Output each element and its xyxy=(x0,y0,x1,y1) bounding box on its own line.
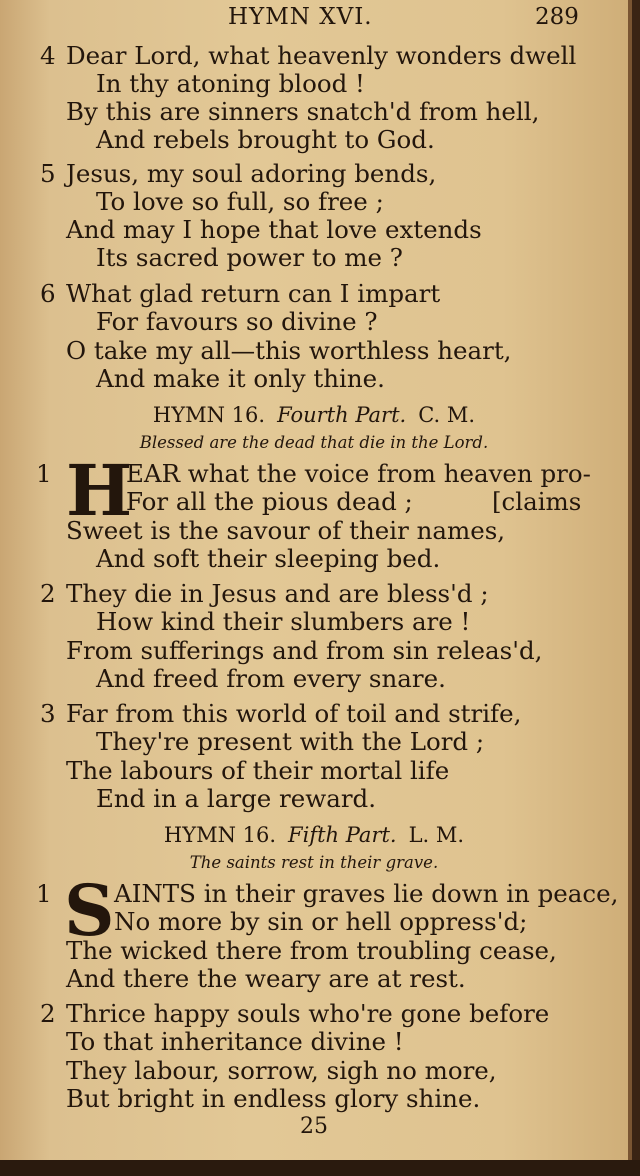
verse-line: And may I hope that love extends xyxy=(66,215,482,244)
verse-line: In thy atoning blood ! xyxy=(96,69,365,98)
verse-line: Jesus, my soul adoring bends, xyxy=(66,159,437,188)
verse-line: They die in Jesus and are bless'd ; xyxy=(66,579,489,608)
stanza-number: 2 xyxy=(40,999,56,1028)
verse-line: They labour, sorrow, sigh no more, xyxy=(66,1056,497,1085)
running-head xyxy=(0,4,628,36)
stanza-number: 6 xyxy=(40,279,56,308)
hymn-heading-part: Fifth Part. xyxy=(288,823,397,847)
hymn-heading-number: HYMN 16. xyxy=(152,403,266,427)
signature-mark: 25 xyxy=(300,1114,328,1139)
verse-line: EAR what the voice from heaven pro- xyxy=(126,459,591,488)
verse-line: And freed from every snare. xyxy=(96,664,446,693)
stanza-number: 1 xyxy=(36,459,52,488)
page-number: 289 xyxy=(535,4,579,30)
hymn-heading-part: Fourth Part. xyxy=(277,403,407,427)
verse-line: Thrice happy souls who're gone before xyxy=(66,999,550,1028)
verse-line: End in a large reward. xyxy=(96,784,377,813)
page-edge xyxy=(0,1160,640,1176)
verse-line: The wicked there from troubling cease, xyxy=(66,936,557,965)
hymn-heading xyxy=(0,822,628,848)
stanza-number: 4 xyxy=(40,41,56,70)
verse-line: From sufferings and from sin releas'd, xyxy=(66,636,543,665)
verse-line: And soft their sleeping bed. xyxy=(96,544,441,573)
turnover-word: [claims xyxy=(492,487,582,516)
stanza-number: 3 xyxy=(40,699,56,728)
verse-line: Dear Lord, what heavenly wonders dwell xyxy=(66,41,577,70)
verse-line: AINTS in their graves lie down in peace, xyxy=(114,879,619,908)
verse-line: For all the pious dead ; xyxy=(126,487,413,516)
verse-line: Far from this world of toil and strife, xyxy=(66,699,522,728)
drop-cap: H xyxy=(66,449,133,532)
verse-line: No more by sin or hell oppress'd; xyxy=(114,907,528,936)
hymn-heading-meter: L. M. xyxy=(408,823,465,847)
hymn-subtitle: The saints rest in their grave. xyxy=(189,853,439,872)
verse-line: O take my all—this worthless heart, xyxy=(66,336,512,365)
drop-cap: S xyxy=(64,869,115,952)
verse-line: Its sacred power to me ? xyxy=(96,243,403,272)
verse-line: To that inheritance divine ! xyxy=(66,1027,404,1056)
verse-line: To love so full, so free ; xyxy=(96,187,384,216)
verse-line: The labours of their mortal life xyxy=(66,756,450,785)
verse-line: What glad return can I impart xyxy=(66,279,441,308)
stanza-number: 2 xyxy=(40,579,56,608)
verse-line: And rebels brought to God. xyxy=(96,125,435,154)
running-title: HYMN XVI. xyxy=(228,4,373,30)
verse-line: Sweet is the savour of their names, xyxy=(66,516,506,545)
hymn-heading xyxy=(0,402,628,428)
verse-line: And make it only thine. xyxy=(96,364,385,393)
stanza-number: 1 xyxy=(36,879,52,908)
verse-line: By this are sinners snatch'd from hell, xyxy=(66,97,540,126)
verse-line: They're present with the Lord ; xyxy=(96,727,485,756)
hymn-heading-number: HYMN 16. xyxy=(163,823,277,847)
stanza-number: 5 xyxy=(40,159,56,188)
verse-line: For favours so divine ? xyxy=(96,307,378,336)
hymn-heading-meter: C. M. xyxy=(418,403,476,427)
verse-line: But bright in endless glory shine. xyxy=(66,1084,481,1113)
verse-line: And there the weary are at rest. xyxy=(66,964,466,993)
verse-line: How kind their slumbers are ! xyxy=(96,607,471,636)
hymn-subtitle: Blessed are the dead that die in the Lord. xyxy=(139,433,489,452)
